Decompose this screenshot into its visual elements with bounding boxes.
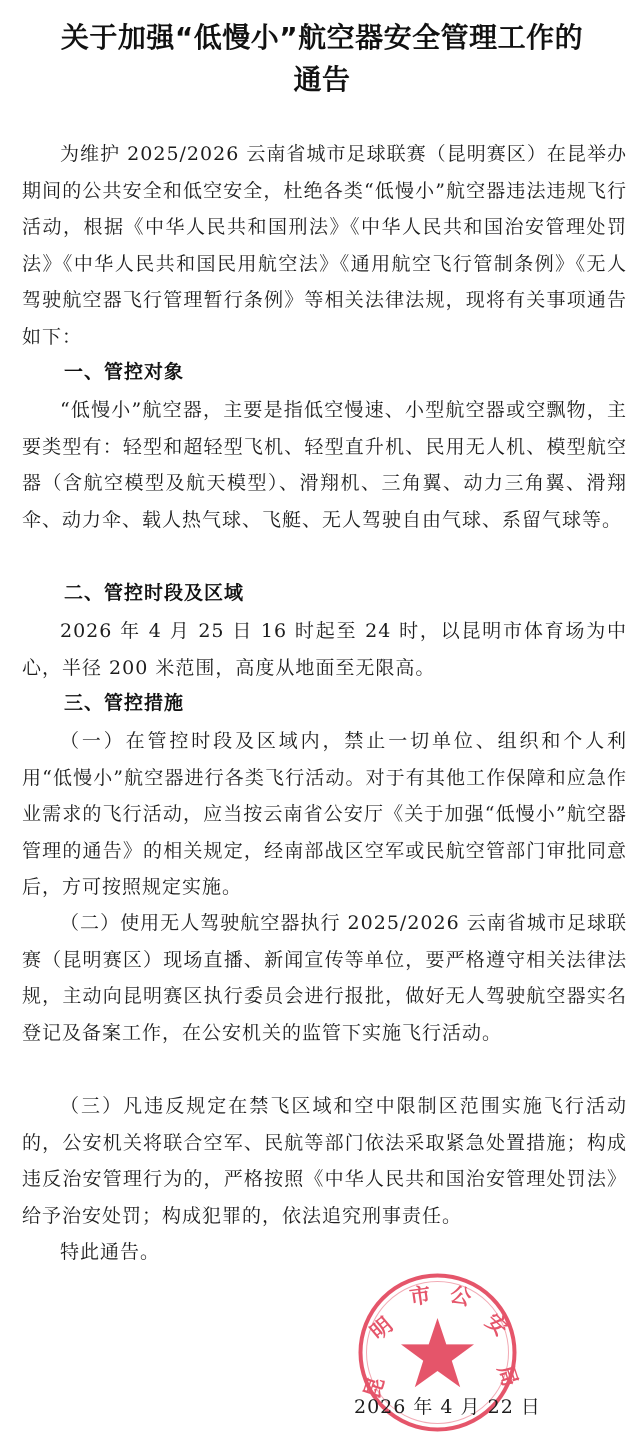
svg-text:市: 市 xyxy=(407,1281,433,1310)
measure-1-paragraph: （一）在管控时段及区域内，禁止一切单位、组织和个人利用“低慢小”航空器进行各类飞行活动。对于有其他工作保障和应急作业需求的飞行活动，应当按云南省公安厅《关于加强“低慢小”航空器管理的通告》的相关规定，经南部战区空军或民航空管部门审批同意后，方可按照规定实施。 xyxy=(22,730,627,898)
intro-paragraph: 为维护 2025/2026 云南省城市足球联赛（昆明赛区）在昆举办期间的公共安全和低空安全，杜绝各类“低慢小”航空器违法违规飞行活动，根据《中华人民共和国刑法》《中华人民共和国治安管理处罚法》《中华人民共和国民用航空法》《通用航空飞行管制条例》《无人驾驶航空器飞行管理暂行条例》等相关法律法规，现将有关事项通告如下： xyxy=(22,143,627,348)
section-heading-control-measures: 三、管控措施 xyxy=(64,692,185,714)
section-2-paragraph: 2026 年 4 月 25 日 16 时起至 24 时，以昆明市体育场为中心，半径 200 米范围，高度从地面至无限高。 xyxy=(22,620,627,679)
document-title-line-1: 关于加强“低慢小”航空器安全管理工作的 xyxy=(60,21,584,54)
document-title-line-2: 通告 xyxy=(293,63,351,96)
svg-text:昆: 昆 xyxy=(358,1373,389,1402)
seal-star-icon xyxy=(401,1318,474,1387)
section-heading-control-targets: 一、管控对象 xyxy=(64,361,185,383)
section-1-paragraph: “低慢小”航空器，主要是指低空慢速、小型航空器或空飘物，主要类型有：轻型和超轻型飞机、轻型直升机、民用无人机、模型航空器（含航空模型及航天模型）、滑翔机、三角翼、动力三角翼、滑翔伞、动力伞、载人热气球、飞艇、无人驾驶自由气球、系留气球等。 xyxy=(22,399,627,531)
svg-text:明: 明 xyxy=(365,1311,398,1345)
svg-text:局: 局 xyxy=(493,1361,524,1390)
measure-3-paragraph: （三）凡违反规定在禁飞区域和空中限制区范围实施飞行活动的，公安机关将联合空军、民航等部门依法采取紧急处置措施；构成违反治安管理行为的，严格按照《中华人民共和国治安管理处罚法》给予治安处罚；构成犯罪的，依法追究刑事责任。 xyxy=(22,1095,627,1227)
document-date: 2026 年 4 月 22 日 xyxy=(354,1396,541,1418)
measure-2-paragraph: （二）使用无人驾驶航空器执行 2025/2026 云南省城市足球联赛（昆明赛区）现场直播、新闻宣传等单位，要严格遵守相关法律法规，主动向昆明赛区执行委员会进行报批，做好无人驾驶航空器实名登记及备案工作，在公安机关的监管下实施飞行活动。 xyxy=(22,912,627,1044)
section-heading-time-and-area: 二、管控时段及区域 xyxy=(64,582,245,604)
closing-statement: 特此通告。 xyxy=(60,1241,161,1263)
svg-text:安: 安 xyxy=(480,1308,514,1341)
svg-text:公: 公 xyxy=(447,1281,475,1311)
